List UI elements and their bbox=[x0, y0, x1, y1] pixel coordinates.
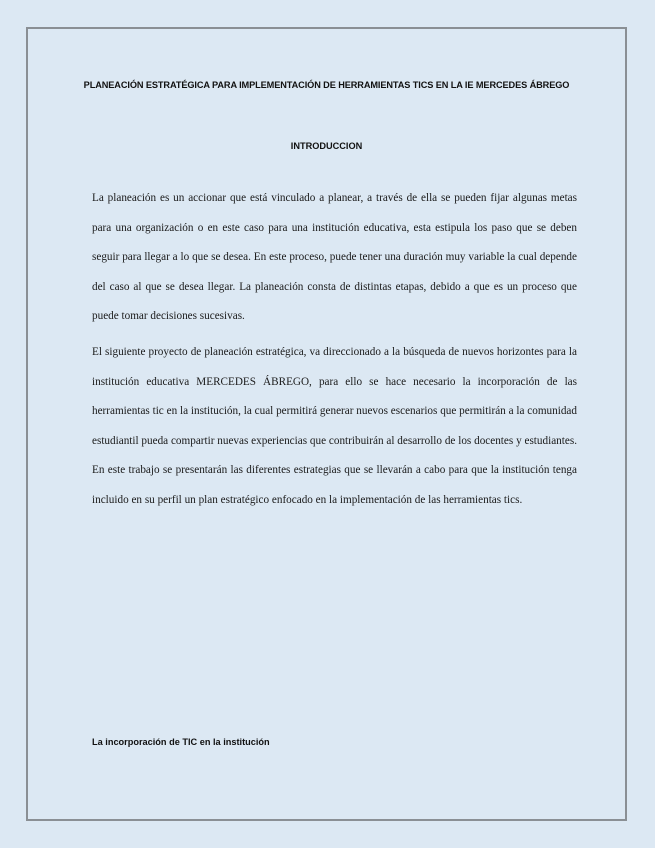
document-page bbox=[26, 27, 627, 821]
document-title: PLANEACIÓN ESTRATÉGICA PARA IMPLEMENTACIÓN DE HERRAMIENTAS TICS EN LA IE MERCEDES ÁBREGO bbox=[83, 80, 570, 90]
introduction-heading: INTRODUCCION bbox=[290, 141, 363, 151]
body-paragraph-1 bbox=[92, 184, 577, 332]
body-paragraph-2 bbox=[92, 338, 577, 516]
paragraph-text: La planeación es un accionar que está vinculado a planear, a través de ella se pueden fijar algunas metas para una organización o en este caso para una institución educativa, esta estipula los paso que se deben seguir para llegar a lo que se desea. En este proceso, puede tener una duración muy variable la cual depende del caso al que se desea llegar. La planeación consta de distintas etapas, debido a que es un proceso que puede tomar decisiones sucesivas. bbox=[92, 192, 577, 323]
section-heading: La incorporación de TIC en la institución bbox=[92, 737, 270, 747]
paragraph-text: El siguiente proyecto de planeación estratégica, va direccionado a la búsqueda de nuevos horizontes para la institución educativa MERCEDES ÁBREGO, para ello se hace necesario la incorporación de las herramientas tic en la institución, la cual permitirá generar nuevos escenarios que permitirán a la comunidad estudiantil pueda compartir nuevas experiencias que contribuirán al desarrollo de los docentes y estudiantes. En este trabajo se presentarán las diferentes estrategias que se llevarán a cabo para que la institución tenga incluido en su perfil un plan estratégico enfocado en la implementación de las herramientas tics. bbox=[92, 346, 577, 506]
